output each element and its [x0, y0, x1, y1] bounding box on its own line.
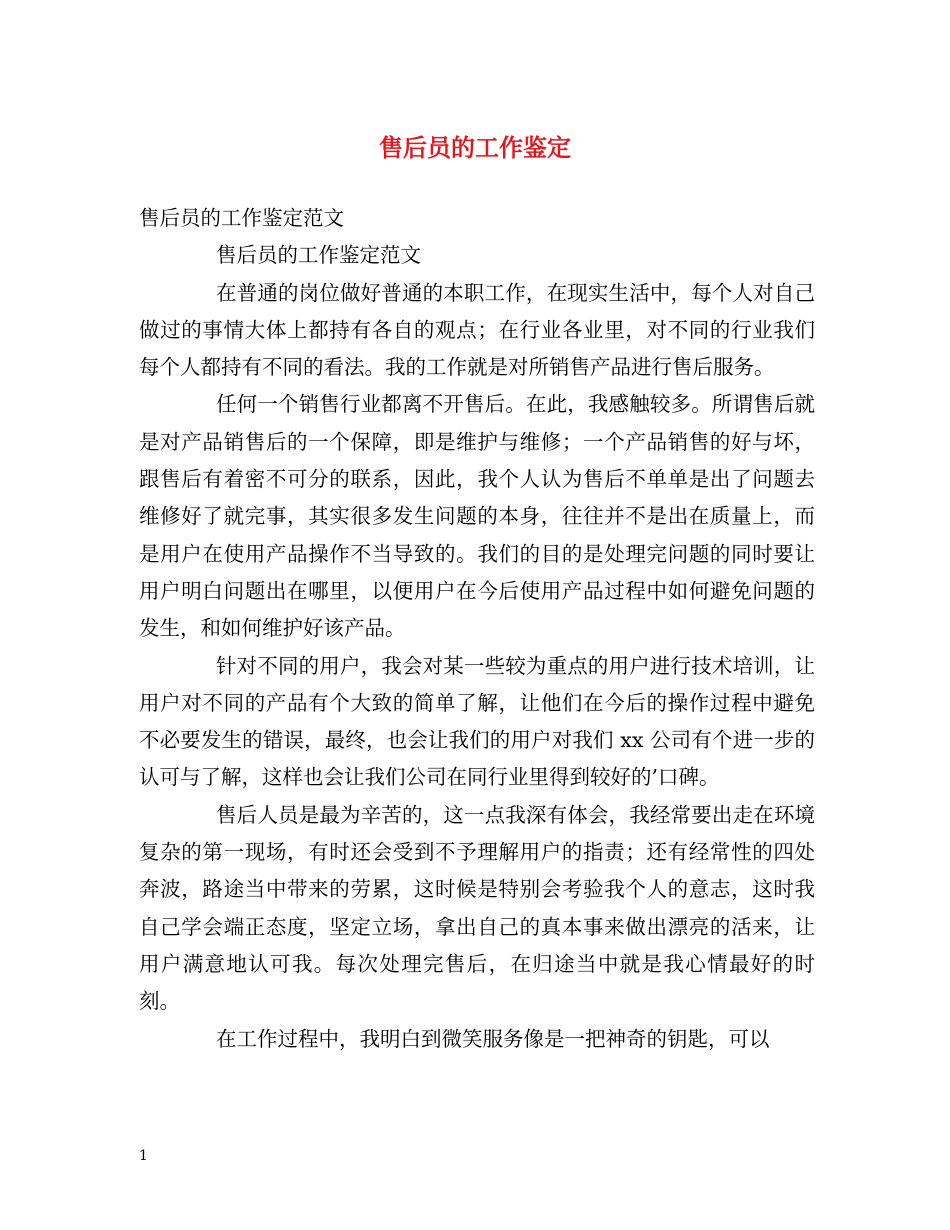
document-subtitle-indented: 售后员的工作鉴定范文: [216, 243, 421, 268]
paragraph: 针对不同的用户，我会对某一些较为重点的用户进行技术培训，让用户对不同的产品有个大致的简单了解，让他们在今后的操作过程中避免不必要发生的错误，最终，也会让我们的用户对我们 xx 公司有个进一步的认可与了解，这样也会让我们公司在同行业里得到较好的’口碑。: [139, 653, 815, 790]
document-subtitle: 售后员的工作鉴定范文: [139, 206, 344, 230]
document-body: [139, 200, 815, 1058]
paragraph: 在普通的岗位做好普通的本职工作，在现实生活中，每个人对自己做过的事情大体上都持有各自的观点；在行业各业里，对不同的行业我们每个人都持有不同的看法。我的工作就是对所销售产品进行售后服务。: [139, 280, 815, 380]
paragraph: 售后人员是最为辛苦的，这一点我深有体会，我经常要出走在环境复杂的第一现场，有时还会受到不予理解用户的指责；还有经常性的四处奔波，路途当中带来的劳累，这时候是特别会考验我个人的意志，这时我自己学会端正态度，坚定立场，拿出自己的真本事来做出漂亮的活来，让用户满意地认可我。每次处理完售后，在归途当中就是我心情最好的时刻。: [139, 802, 815, 1014]
page-number: 1: [139, 1148, 148, 1164]
document-title: 售后员的工作鉴定: [379, 133, 571, 162]
paragraph: 在工作过程中，我明白到微笑服务像是一把神奇的钥匙，可以: [216, 1026, 770, 1051]
paragraph: 任何一个销售行业都离不开售后。在此，我感触较多。所谓售后就是对产品销售后的一个保障，即是维护与维修；一个产品销售的好与坏，跟售后有着密不可分的联系，因此，我个人认为售后不单单是出了问题去维修好了就完事，其实很多发生问题的本身，往往并不是出在质量上，而是用户在使用产品操作不当导致的。我们的目的是处理完问题的同时要让用户明白问题出在哪里，以便用户在今后使用产品过程中如何避免问题的发生，和如何维护好该产品。: [139, 392, 815, 641]
